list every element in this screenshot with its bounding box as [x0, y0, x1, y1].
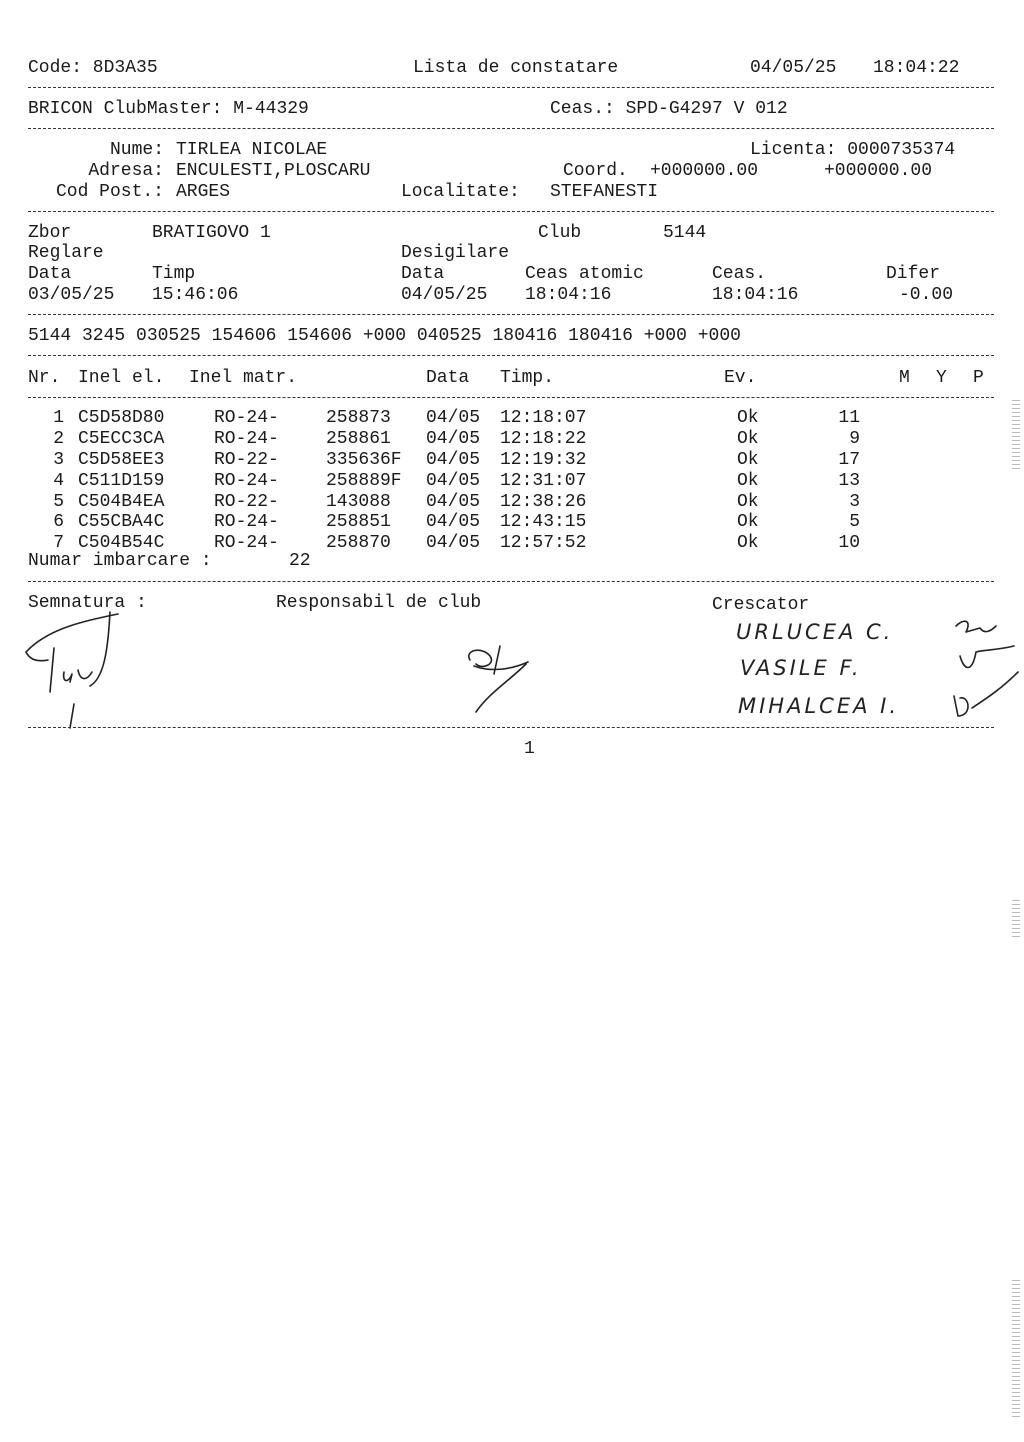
divider: [28, 87, 994, 88]
row-prefix: RO-24-: [214, 471, 279, 491]
divider: [28, 355, 994, 356]
row-date: 04/05: [426, 450, 481, 470]
row-nr: 3: [53, 450, 64, 470]
col-nr: Nr.: [28, 368, 61, 388]
handwritten-name: MIHALCEA I.: [738, 694, 900, 718]
row-prefix: RO-22-: [214, 492, 279, 512]
row-date: 04/05: [426, 429, 481, 449]
difer-label: Difer: [886, 264, 941, 284]
club-number: 5144: [663, 223, 707, 243]
scan-edge-mark: [1012, 400, 1020, 470]
row-nr: 7: [53, 533, 64, 553]
row-ring: 258870: [326, 533, 391, 553]
row-date: 04/05: [426, 408, 481, 428]
crescator-signatures: [950, 612, 1020, 742]
row-nr: 1: [53, 408, 64, 428]
row-prefix: RO-24-: [214, 512, 279, 532]
row-value: 5: [849, 512, 860, 532]
embark-count: 22: [289, 551, 311, 571]
row-inel-el: C504B4EA: [78, 492, 165, 512]
col-data: Data: [426, 368, 470, 388]
row-date: 04/05: [426, 512, 481, 532]
clock-difference: -0.00: [899, 285, 954, 305]
divider: [28, 727, 994, 728]
owner-address: ENCULESTI,PLOSCARU: [176, 161, 371, 181]
name-label: Nume:: [109, 140, 164, 160]
row-date: 04/05: [426, 533, 481, 553]
row-time: 12:38:26: [500, 492, 587, 512]
reglare-label: Reglare: [28, 243, 104, 263]
data-label: Data: [28, 264, 72, 284]
col-inel-el: Inel el.: [78, 368, 165, 388]
report-title: Lista de constatare: [413, 58, 619, 78]
desigilare-atomic-time: 18:04:16: [525, 285, 612, 305]
col-p: P: [973, 368, 984, 388]
col-timp: Timp.: [500, 368, 555, 388]
licence-number: Licenta: 0000735374: [750, 140, 956, 160]
row-ev: Ok: [737, 429, 759, 449]
responsabil-label: Responsabil de club: [276, 593, 482, 613]
desigilare-clock-time: 18:04:16: [712, 285, 799, 305]
row-inel-el: C5D58EE3: [78, 450, 165, 470]
col-ev: Ev.: [724, 368, 757, 388]
row-date: 04/05: [426, 492, 481, 512]
row-ring: 335636F: [326, 450, 402, 470]
row-time: 12:19:32: [500, 450, 587, 470]
crescator-label: Crescator: [712, 595, 810, 615]
row-time: 12:31:07: [500, 471, 587, 491]
club-label: Club: [538, 223, 582, 243]
row-prefix: RO-24-: [214, 429, 279, 449]
report-date: 04/05/25: [750, 58, 837, 78]
data2-label: Data: [401, 264, 445, 284]
row-nr: 5: [53, 492, 64, 512]
row-ev: Ok: [737, 512, 759, 532]
row-time: 12:57:52: [500, 533, 587, 553]
timp-label: Timp: [152, 264, 196, 284]
scan-edge-mark: [1012, 1280, 1020, 1420]
address-label: Adresa:: [88, 161, 164, 181]
row-ev: Ok: [737, 471, 759, 491]
desigilare-date: 04/05/25: [401, 285, 488, 305]
divider: [28, 128, 994, 129]
row-ev: Ok: [737, 533, 759, 553]
row-ev: Ok: [737, 492, 759, 512]
code-line: 5144 3245 030525 154606 154606 +000 040525 180416 180416 +000 +000: [28, 326, 741, 346]
row-inel-el: C5D58D80: [78, 408, 165, 428]
ceas-label: Ceas.: [712, 264, 767, 284]
postcode-label: Cod Post.:: [55, 182, 164, 202]
col-m: M: [899, 368, 910, 388]
divider: [28, 211, 994, 212]
row-ring: 258851: [326, 512, 391, 532]
zbor-name: BRATIGOVO 1: [152, 223, 271, 243]
row-ring: 258873: [326, 408, 391, 428]
owner-postcode: ARGES: [176, 182, 231, 202]
row-date: 04/05: [426, 471, 481, 491]
row-time: 12:18:07: [500, 408, 587, 428]
handwritten-name: VASILE F.: [740, 656, 862, 680]
row-inel-el: C55CBA4C: [78, 512, 165, 532]
row-nr: 4: [53, 471, 64, 491]
col-inel-matr: Inel matr.: [189, 368, 298, 388]
clubmaster-id: BRICON ClubMaster: M-44329: [28, 99, 309, 119]
responsabil-signature: [460, 636, 540, 716]
row-value: 9: [849, 429, 860, 449]
coord-value-1: +000000.00: [650, 161, 759, 181]
row-prefix: RO-22-: [214, 450, 279, 470]
owner-name: TIRLEA NICOLAE: [176, 140, 328, 160]
row-ev: Ok: [737, 450, 759, 470]
row-nr: 2: [53, 429, 64, 449]
row-value: 13: [838, 471, 860, 491]
semnatura-label: Semnatura :: [28, 593, 147, 613]
row-time: 12:43:15: [500, 512, 587, 532]
reglare-date: 03/05/25: [28, 285, 115, 305]
embark-label: Numar imbarcare :: [28, 551, 212, 571]
divider: [28, 397, 994, 398]
divider: [28, 314, 994, 315]
reglare-time: 15:46:06: [152, 285, 239, 305]
zbor-label: Zbor: [28, 223, 72, 243]
semnatura-signature: [18, 600, 138, 740]
handwritten-name: URLUCEA C.: [736, 620, 894, 644]
coord-label: Coord.: [563, 161, 628, 181]
row-ring: 258889F: [326, 471, 402, 491]
clock-id: Ceas.: SPD-G4297 V 012: [550, 99, 788, 119]
row-inel-el: C511D159: [78, 471, 165, 491]
row-value: 3: [849, 492, 860, 512]
desigilare-label: Desigilare: [401, 243, 510, 263]
locality-label: Localitate:: [401, 182, 520, 202]
row-inel-el: C504B54C: [78, 533, 165, 553]
ceas-atomic-label: Ceas atomic: [525, 264, 644, 284]
row-ring: 258861: [326, 429, 391, 449]
col-y: Y: [936, 368, 947, 388]
row-time: 12:18:22: [500, 429, 587, 449]
divider: [28, 581, 994, 582]
report-time: 18:04:22: [873, 58, 960, 78]
page-number: 1: [524, 739, 535, 759]
scan-edge-mark: [1012, 900, 1020, 940]
row-value: 10: [838, 533, 860, 553]
row-ring: 143088: [326, 492, 391, 512]
coord-value-2: +000000.00: [824, 161, 933, 181]
row-inel-el: C5ECC3CA: [78, 429, 165, 449]
row-ev: Ok: [737, 408, 759, 428]
owner-locality: STEFANESTI: [550, 182, 659, 202]
row-value: 17: [838, 450, 860, 470]
row-nr: 6: [53, 512, 64, 532]
row-prefix: RO-24-: [214, 533, 279, 553]
row-prefix: RO-24-: [214, 408, 279, 428]
report-code: Code: 8D3A35: [28, 58, 158, 78]
row-value: 11: [838, 408, 860, 428]
